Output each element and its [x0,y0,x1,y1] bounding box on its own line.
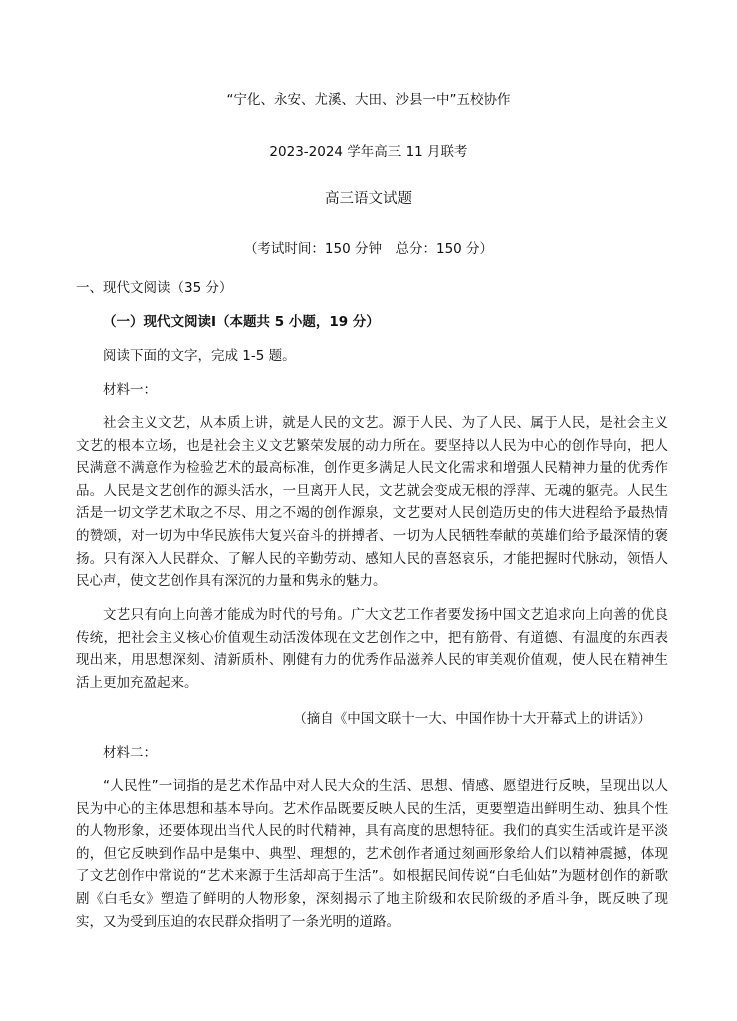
exam-name: 2023-2024 学年高三 11 月联考 [269,144,468,160]
exam-info: （考试时间：150 分钟 总分：150 分） [243,241,494,257]
consortium-title: “宁化、永安、尤溪、大田、沙县一中”五校协作 [226,92,511,108]
material2-paragraph-1: “人民性”一词指的是艺术作品中对人民大众的生活、思想、情感、愿望进行反映，呈现出以人民为中心的主体思想和基本导向。艺术作品既要反映人民的生活，更要塑造出鲜明生动、独具个性的人物形象，还要体现出当代人民的时代精神，具有高度的思想特征。我们的真实生活或许是平淡的，但它反映到作品中是集中、典型、理想的，艺术创作者通过刻画形象给人们以精神震撼，体现了文艺创作中常说的“艺术来源于生活却高于生活”。如根据民间传说“白毛仙姑”为题材创作的新歌剧《白毛女》塑造了鲜明的人物形象，深刻揭示了地主阶级和农民阶级的矛盾斗争，既反映了现实，又为受到压迫的农民群众指明了一条光明的道路。 [76,778,668,930]
section-title: 一、现代文阅读（35 分） [76,280,233,296]
material2-label: 材料二： [103,745,157,761]
material1-paragraph-1: 社会主义文艺，从本质上讲，就是人民的文艺。源于人民、为了人民、属于人民，是社会主义文艺的根本立场，也是社会主义文艺繁荣发展的动力所在。要坚持以人民为中心的创作导向，把人民满意不满意作为检验艺术的最高标准，创作更多满足人民文化需求和增强人民精神力量的优秀作品。人民是文艺创作的源头活水，一旦离开人民，文艺就会变成无根的浮萍、无魂的躯壳。人民生活是一切文学艺术取之不尽、用之不竭的创作源泉，文艺要对人民创造历史的伟大进程给予最热情的赞颂，对一切为中华民族伟大复兴奋斗的拼搏者、一切为人民牺牲奉献的英雄们给予最深情的褒扬。只有深入人民群众、了解人民的辛勤劳动、感知人民的喜怒哀乐，才能把握时代脉动，领悟人民心声，使文艺创作具有深沉的力量和隽永的魅力。 [76,415,668,590]
reading-instruction: 阅读下面的文字，完成 1-5 题。 [103,348,296,364]
subsection-title: （一）现代文阅读Ⅰ（本题共 5 小题，19 分） [103,314,380,330]
subject-title: 高三语文试题 [325,191,412,207]
material1-source: （摘自《中国文联十一大、中国作协十大开幕式上的讲话》） [293,711,651,727]
material1-label: 材料一： [103,382,157,398]
material1-paragraph-2: 文艺只有向上向善才能成为时代的号角。广大文艺工作者要发扬中国文艺追求向上向善的优良传统，把社会主义核心价值观生动活泼体现在文艺创作之中，把有筋骨、有道德、有温度的东西表现出来，用思想深刻、清新质朴、刚健有力的优秀作品滋养人民的审美观价值观，使人民在精神生活上更加充盈起来。 [76,607,668,691]
